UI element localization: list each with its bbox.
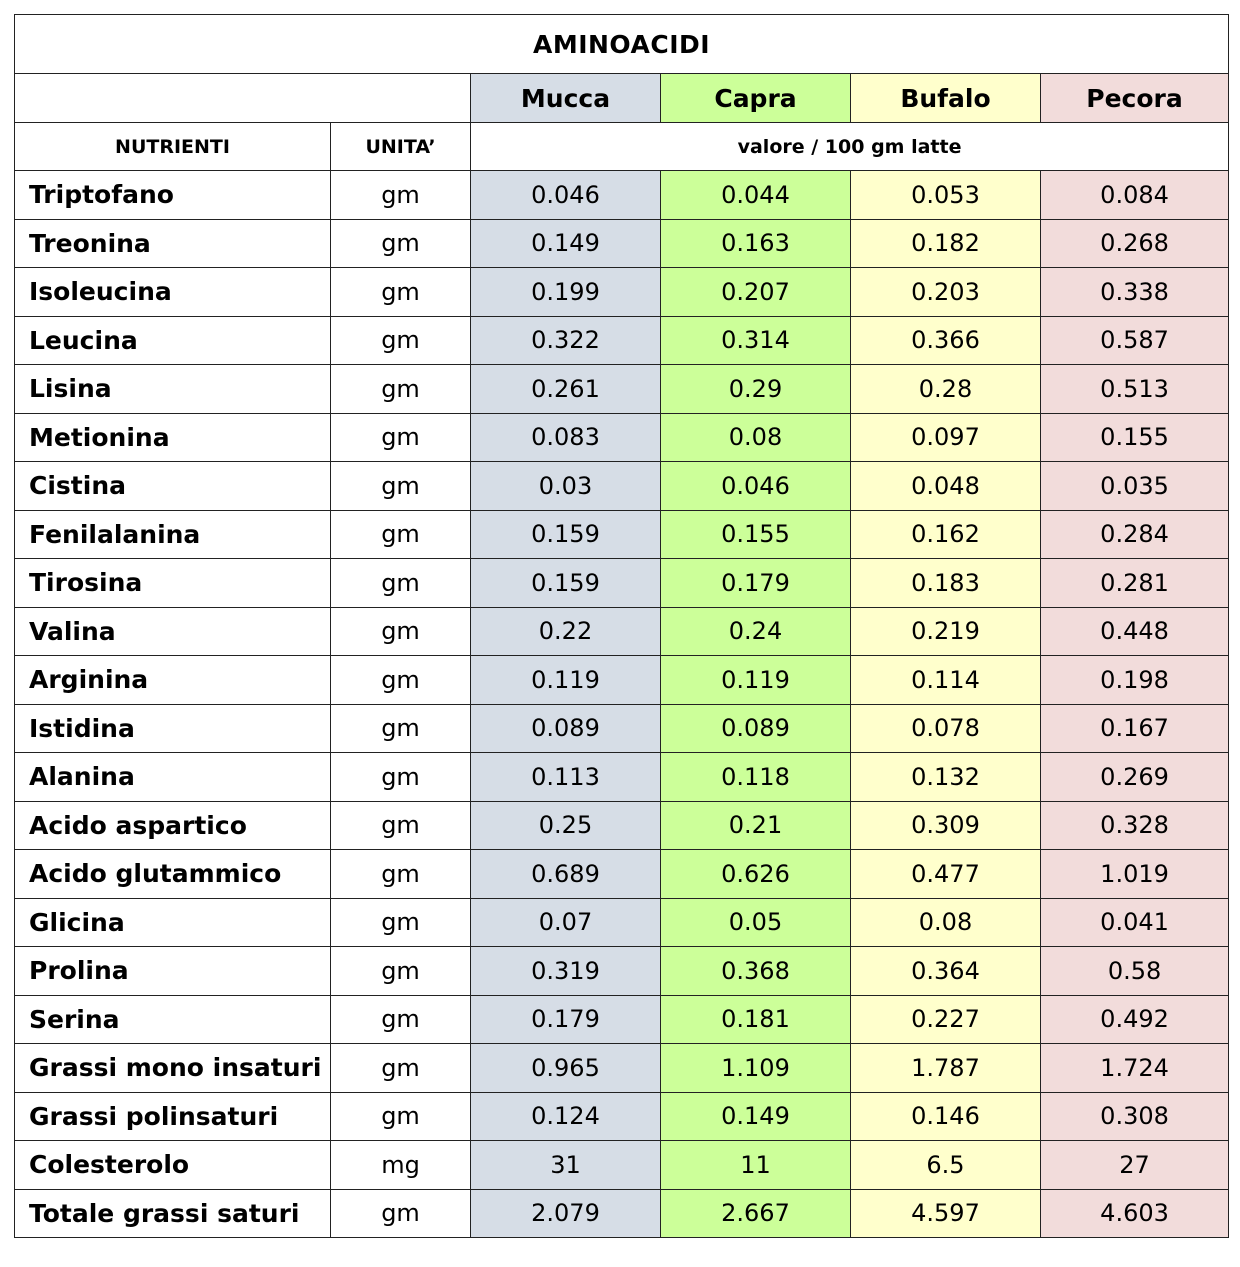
value-pecora: 1.724: [1041, 1044, 1229, 1093]
table-row: [15, 219, 1229, 268]
nutrient-unit: gm: [331, 753, 471, 802]
nutrient-name: Tirosina: [15, 559, 331, 608]
nutrient-name: Cistina: [15, 462, 331, 511]
value-pecora: 0.58: [1041, 947, 1229, 996]
nutrients-header: NUTRIENTI: [15, 123, 331, 171]
table-row: [15, 995, 1229, 1044]
value-pecora: 0.448: [1041, 607, 1229, 656]
column-header-row: [15, 123, 1229, 171]
nutrient-name: Totale grassi saturi: [15, 1189, 331, 1238]
nutrient-name: Arginina: [15, 656, 331, 705]
value-capra: 1.109: [661, 1044, 851, 1093]
value-pecora: 0.281: [1041, 559, 1229, 608]
nutrient-name: Fenilalanina: [15, 510, 331, 559]
value-bufalo: 0.309: [851, 801, 1041, 850]
table-row: [15, 171, 1229, 220]
value-bufalo: 0.477: [851, 850, 1041, 899]
value-mucca: 0.689: [471, 850, 661, 899]
value-capra: 0.314: [661, 316, 851, 365]
nutrient-unit: gm: [331, 510, 471, 559]
header-blank-cell: [15, 74, 471, 123]
value-pecora: 4.603: [1041, 1189, 1229, 1238]
nutrient-name: Grassi polinsaturi: [15, 1092, 331, 1141]
nutrient-unit: mg: [331, 1141, 471, 1190]
nutrient-unit: gm: [331, 850, 471, 899]
nutrient-name: Treonina: [15, 219, 331, 268]
value-capra: 2.667: [661, 1189, 851, 1238]
value-pecora: 0.167: [1041, 704, 1229, 753]
nutrient-unit: gm: [331, 995, 471, 1044]
species-header-pecora: Pecora: [1041, 74, 1229, 123]
table-row: [15, 413, 1229, 462]
value-capra: 0.149: [661, 1092, 851, 1141]
value-pecora: 0.035: [1041, 462, 1229, 511]
value-capra: 0.08: [661, 413, 851, 462]
value-capra: 0.089: [661, 704, 851, 753]
table-row: [15, 801, 1229, 850]
value-bufalo: 0.227: [851, 995, 1041, 1044]
nutrient-name: Grassi mono insaturi: [15, 1044, 331, 1093]
value-bufalo: 4.597: [851, 1189, 1041, 1238]
value-capra: 0.368: [661, 947, 851, 996]
amino-acids-table: [14, 14, 1229, 1238]
value-mucca: 0.046: [471, 171, 661, 220]
value-capra: 0.21: [661, 801, 851, 850]
value-mucca: 0.113: [471, 753, 661, 802]
table-row: [15, 704, 1229, 753]
value-bufalo: 0.097: [851, 413, 1041, 462]
nutrient-unit: gm: [331, 413, 471, 462]
value-mucca: 31: [471, 1141, 661, 1190]
value-capra: 0.155: [661, 510, 851, 559]
nutrient-name: Lisina: [15, 365, 331, 414]
value-pecora: 0.492: [1041, 995, 1229, 1044]
nutrient-name: Metionina: [15, 413, 331, 462]
value-bufalo: 1.787: [851, 1044, 1041, 1093]
value-capra: 0.044: [661, 171, 851, 220]
value-mucca: 0.22: [471, 607, 661, 656]
unit-header: UNITA’: [331, 123, 471, 171]
value-bufalo: 0.146: [851, 1092, 1041, 1141]
value-capra: 0.118: [661, 753, 851, 802]
value-pecora: 0.284: [1041, 510, 1229, 559]
value-pecora: 0.308: [1041, 1092, 1229, 1141]
value-bufalo: 0.366: [851, 316, 1041, 365]
table-row: [15, 1044, 1229, 1093]
table-row: [15, 268, 1229, 317]
nutrient-name: Prolina: [15, 947, 331, 996]
value-mucca: 0.149: [471, 219, 661, 268]
nutrient-name: Isoleucina: [15, 268, 331, 317]
value-bufalo: 0.219: [851, 607, 1041, 656]
value-bufalo: 0.132: [851, 753, 1041, 802]
value-capra: 0.05: [661, 898, 851, 947]
nutrient-name: Alanina: [15, 753, 331, 802]
table-row: [15, 656, 1229, 705]
nutrient-unit: gm: [331, 171, 471, 220]
value-mucca: 0.25: [471, 801, 661, 850]
value-capra: 11: [661, 1141, 851, 1190]
nutrient-unit: gm: [331, 219, 471, 268]
nutrient-unit: gm: [331, 1189, 471, 1238]
value-capra: 0.163: [661, 219, 851, 268]
value-mucca: 0.124: [471, 1092, 661, 1141]
species-header-bufalo: Bufalo: [851, 74, 1041, 123]
nutrient-unit: gm: [331, 462, 471, 511]
value-bufalo: 0.048: [851, 462, 1041, 511]
nutrient-name: Triptofano: [15, 171, 331, 220]
value-bufalo: 0.28: [851, 365, 1041, 414]
value-mucca: 0.089: [471, 704, 661, 753]
value-capra: 0.179: [661, 559, 851, 608]
value-pecora: 27: [1041, 1141, 1229, 1190]
value-capra: 0.24: [661, 607, 851, 656]
value-bufalo: 0.114: [851, 656, 1041, 705]
table-row: [15, 510, 1229, 559]
value-bufalo: 0.053: [851, 171, 1041, 220]
nutrient-unit: gm: [331, 1044, 471, 1093]
nutrient-unit: gm: [331, 656, 471, 705]
value-pecora: 0.041: [1041, 898, 1229, 947]
nutrient-unit: gm: [331, 559, 471, 608]
table-row: [15, 850, 1229, 899]
value-pecora: 0.198: [1041, 656, 1229, 705]
nutrient-unit: gm: [331, 1092, 471, 1141]
nutrient-name: Valina: [15, 607, 331, 656]
table-row: [15, 1189, 1229, 1238]
nutrient-unit: gm: [331, 268, 471, 317]
value-mucca: 0.119: [471, 656, 661, 705]
nutrient-unit: gm: [331, 365, 471, 414]
value-capra: 0.626: [661, 850, 851, 899]
value-bufalo: 0.203: [851, 268, 1041, 317]
nutrient-name: Glicina: [15, 898, 331, 947]
value-mucca: 0.965: [471, 1044, 661, 1093]
value-mucca: 0.199: [471, 268, 661, 317]
value-capra: 0.046: [661, 462, 851, 511]
value-mucca: 2.079: [471, 1189, 661, 1238]
value-capra: 0.181: [661, 995, 851, 1044]
table-row: [15, 462, 1229, 511]
value-bufalo: 6.5: [851, 1141, 1041, 1190]
table-row: [15, 753, 1229, 802]
value-mucca: 0.179: [471, 995, 661, 1044]
table-title: AMINOACIDI: [15, 15, 1229, 74]
nutrient-name: Acido glutammico: [15, 850, 331, 899]
value-capra: 0.207: [661, 268, 851, 317]
table-row: [15, 607, 1229, 656]
value-note-header: valore / 100 gm latte: [471, 123, 1229, 171]
value-capra: 0.119: [661, 656, 851, 705]
value-pecora: 0.513: [1041, 365, 1229, 414]
value-mucca: 0.322: [471, 316, 661, 365]
value-mucca: 0.083: [471, 413, 661, 462]
value-pecora: 0.084: [1041, 171, 1229, 220]
value-bufalo: 0.183: [851, 559, 1041, 608]
value-bufalo: 0.182: [851, 219, 1041, 268]
nutrient-unit: gm: [331, 704, 471, 753]
nutrient-unit: gm: [331, 801, 471, 850]
value-pecora: 0.587: [1041, 316, 1229, 365]
nutrient-name: Colesterolo: [15, 1141, 331, 1190]
species-header-mucca: Mucca: [471, 74, 661, 123]
table-row: [15, 1141, 1229, 1190]
nutrient-name: Leucina: [15, 316, 331, 365]
nutrient-unit: gm: [331, 898, 471, 947]
value-pecora: 0.268: [1041, 219, 1229, 268]
nutrient-name: Istidina: [15, 704, 331, 753]
value-bufalo: 0.162: [851, 510, 1041, 559]
value-mucca: 0.159: [471, 510, 661, 559]
value-pecora: 0.269: [1041, 753, 1229, 802]
table-row: [15, 559, 1229, 608]
value-mucca: 0.159: [471, 559, 661, 608]
table-row: [15, 316, 1229, 365]
nutrient-unit: gm: [331, 607, 471, 656]
value-mucca: 0.07: [471, 898, 661, 947]
value-mucca: 0.03: [471, 462, 661, 511]
value-capra: 0.29: [661, 365, 851, 414]
value-mucca: 0.319: [471, 947, 661, 996]
nutrient-unit: gm: [331, 947, 471, 996]
table-row: [15, 947, 1229, 996]
table-row: [15, 1092, 1229, 1141]
value-bufalo: 0.08: [851, 898, 1041, 947]
species-header-row: [15, 74, 1229, 123]
title-row: [15, 15, 1229, 74]
nutrient-name: Acido aspartico: [15, 801, 331, 850]
value-mucca: 0.261: [471, 365, 661, 414]
table-row: [15, 898, 1229, 947]
species-header-capra: Capra: [661, 74, 851, 123]
table-row: [15, 365, 1229, 414]
value-bufalo: 0.078: [851, 704, 1041, 753]
value-pecora: 0.338: [1041, 268, 1229, 317]
value-pecora: 1.019: [1041, 850, 1229, 899]
value-bufalo: 0.364: [851, 947, 1041, 996]
nutrient-name: Serina: [15, 995, 331, 1044]
nutrient-unit: gm: [331, 316, 471, 365]
value-pecora: 0.328: [1041, 801, 1229, 850]
value-pecora: 0.155: [1041, 413, 1229, 462]
